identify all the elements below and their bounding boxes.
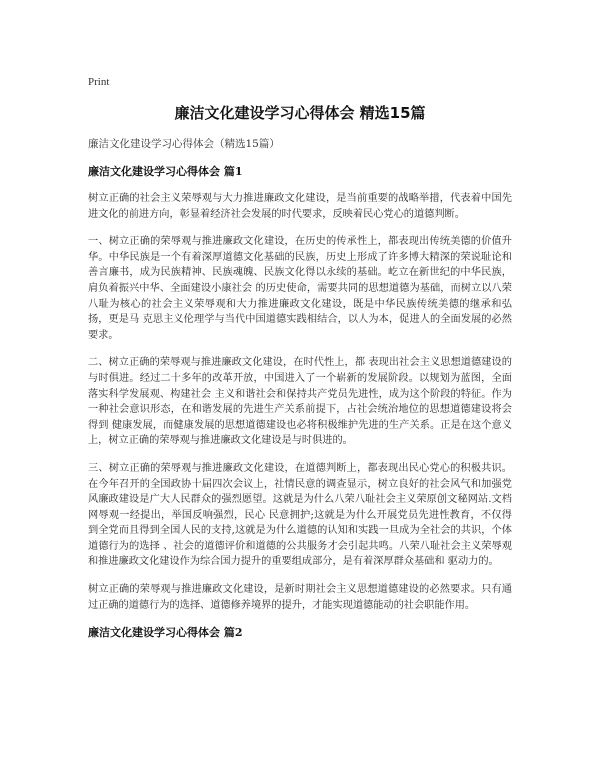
document-title: 廉洁文化建设学习心得体会 精选15篇 (174, 104, 426, 122)
section-1 (88, 164, 512, 613)
section-2 (88, 625, 512, 641)
document-subtitle: 廉洁文化建设学习心得体会（精选15篇） (88, 138, 280, 150)
paragraph: 树立正确的社会主义荣辱观与大力推进廉政文化建设，是当前重要的战略举措，代表着中国先进文化的前进方向，彰显着经济社会发展的时代要求，反映着民心党心的道德判断。 (88, 193, 512, 220)
print-link[interactable]: Print (88, 76, 110, 88)
paragraph: 树立正确的荣辱观与推进廉政文化建设，是新时期社会主义思想道德建设的必然要求。只有通过正确的道德行为的选择、道德修养境界的提升，才能实现道德能动的社会职能作用。 (88, 584, 512, 611)
paragraph: 二、树立正确的荣辱观与推进廉政文化建设，在时代性上，都 表现出社会主义思想道德建设的与时俱进。经过二十多年的改革开放，中国进入了一个崭新的发展阶段。以规划为蓝图，全面落实科学发展观、构建社会 主义和谐社会和保持共产党员先进性，成为这个阶段的特征。作为一种社会意识形态，在和谐发展的先进生产关系前提下，占社会统治地位的思想道德建设将会得到 健康发展，而健康发展的思想道德建设也必将积极维护先进的生产关系。正是在这个意义上，树立正确的荣辱观与推进廉政文化建设是与时俱进的。 (88, 357, 512, 447)
section-heading: 廉洁文化建设学习心得体会 篇2 (88, 626, 243, 640)
paragraph: 三、树立正确的荣辱观与推进廉政文化建设，在道德判断上，都表现出民心党心的积极共识。在今年召开的全国政协十届四次会议上，社情民意的调查显示，树立良好的社会风气和加强党风廉政建设是广大人民群众的强烈愿望。这就是为什么八荣八耻社会主义荣原创文秘网站.文档网辱观一经提出，举国反响强烈，民心 民意拥护;这就是为什么开展党员先进性教育，不仅得到全党而且得到全国人民的支持,这就是为什么道德的认知和实践一旦成为全社会的共识，个体道德行为的选择 、社会的道德评价和道德的公共服务才会引起共鸣。八荣八耻社会主义荣辱观和推进廉政文化建设作为综合国力提升的重要组成部分，是有着深厚群众基础和 驱动力的。 (88, 462, 512, 568)
paragraph: 一、树立正确的荣辱观与推进廉政文化建设，在历史的传承性上，都表现出传统美德的价值升华。中华民族是一个有着深厚道德文化基础的民族，历史上形成了许多博大精深的荣说耻论和善言廉书，成为民族精神、民族魂魄、民族文化得以永续的基础。屹立在新世纪的中华民族，肩负着振兴中华、全面建设小康社会 的历史使命，需要共同的思想道德为基础，而树立以八荣八耻为核心的社会主义荣辱观和大力推进廉政文化建设，既是中华民族传统美德的继承和弘扬，更是马 克思主义伦理学与当代中国道德实践相结合，以人为本，促进人的全面发展的必然要求。 (88, 236, 512, 341)
section-heading: 廉洁文化建设学习心得体会 篇1 (88, 165, 243, 178)
